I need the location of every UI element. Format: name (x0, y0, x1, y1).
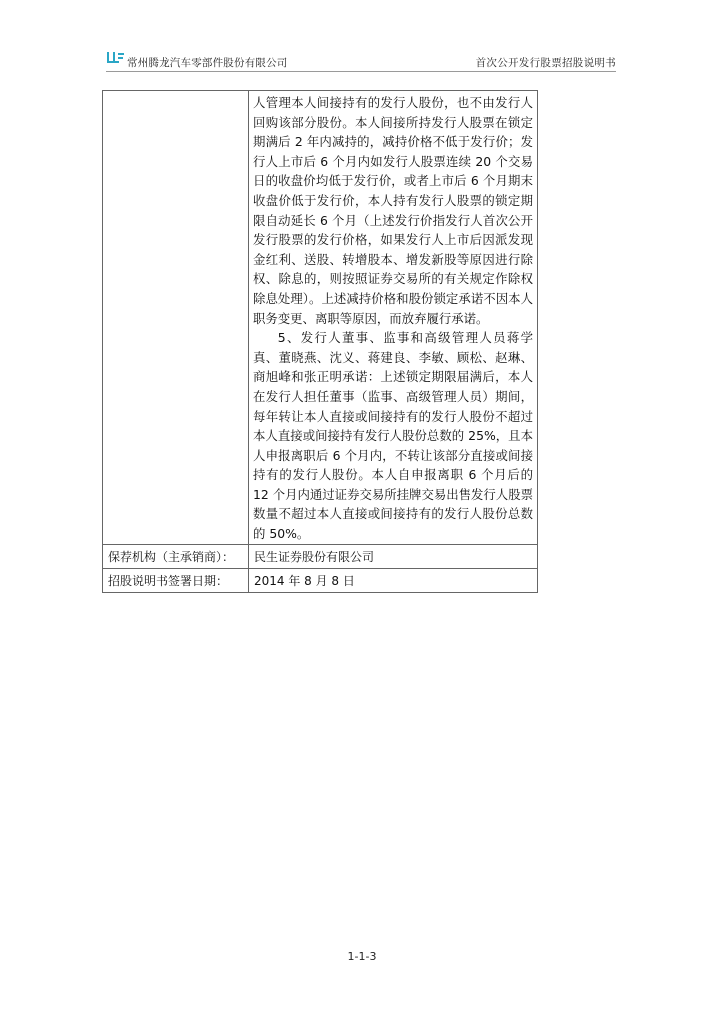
header-divider (106, 71, 616, 72)
sign-date-value: 2014 年 8 月 8 日 (249, 568, 538, 592)
commitment-label-cell (103, 91, 249, 545)
sponsor-value: 民生证券股份有限公司 (249, 544, 538, 568)
company-logo-icon (106, 50, 126, 66)
sign-date-label: 招股说明书签署日期： (103, 568, 249, 592)
sponsor-label: 保荐机构（主承销商）： (103, 544, 249, 568)
info-table (102, 90, 538, 593)
page-header (106, 50, 616, 72)
table-row (103, 91, 538, 545)
commitment-paragraph-2: 5、发行人董事、监事和高级管理人员蒋学真、董晓燕、沈义、蒋建良、李敏、顾松、赵琳、商旭峰和张正明承诺：上述锁定期限届满后，本人在发行人担任董事（监事、高级管理人员）期间，每年转让本人直接或间接持有的发行人股份不超过本人直接或间接持有发行人股份总数的 25%，且本人申报离职后 6 个月内，不转让该部分直接或间接持有的发行人股份。本人自申报离职 6 个月后的 12 个月内通过证券交易所挂牌交易出售发行人股票数量不超过本人直接或间接持有的发行人股份总数的 50%。 (253, 330, 533, 542)
table-row (103, 568, 538, 592)
table-row (103, 544, 538, 568)
company-name: 常州腾龙汽车零部件股份有限公司 (127, 57, 288, 69)
commitment-content-cell (249, 91, 538, 545)
commitment-paragraph-1: 人管理本人间接持有的发行人股份，也不由发行人回购该部分股份。本人间接所持发行人股票在锁定期满后 2 年内减持的，减持价格不低于发行价；发行人上市后 6 个月内如发行人股票连续 20 个交易日的收盘价均低于发行价，或者上市后 6 个月期末收盘价低于发行价，本人持有发行人股票的锁定期限自动延长 6 个月（上述发行价指发行人首次公开发行股票的发行价格，如果发行人上市后因派发现金红利、送股、转增股本、增发新股等原因进行除权、除息的，则按照证券交易所的有关规定作除权除息处理）。上述减持价格和股份锁定承诺不因本人职务变更、离职等原因，而放弃履行承诺。 (253, 95, 533, 326)
page-number: 1-1-3 (347, 950, 377, 963)
document-title: 首次公开发行股票招股说明书 (475, 57, 616, 69)
